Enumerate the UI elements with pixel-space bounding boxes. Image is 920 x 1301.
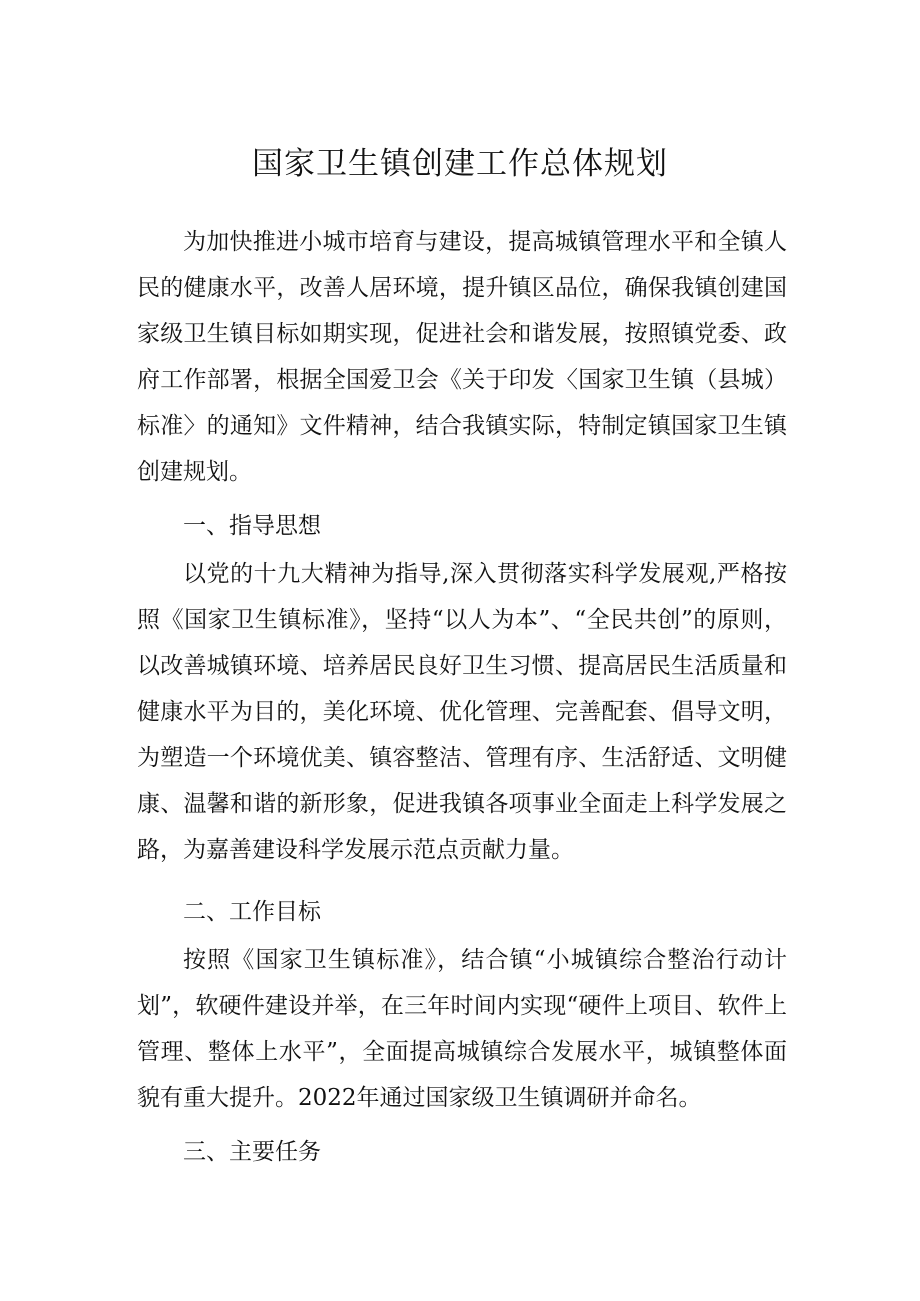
document-title: 国家卫生镇创建工作总体规划	[252, 146, 668, 182]
section-body-work-goals: 按照《国家卫生镇标准》，结合镇“小城镇综合整治行动计划”，软硬件建设并举，在三年时间内实现“硬件上项目、软件上管理、整体上水平”，全面提高城镇综合发展水平，城镇整体面貌有重大提升。2022年通过国家级卫生镇调研并命名。	[137, 947, 787, 1111]
section-body-guiding-ideology: 以党的十九大精神为指导,深入贯彻落实科学发展观,严格按照《国家卫生镇标准》，坚持“以人为本”、“全民共创”的原则，以改善城镇环境、培养居民良好卫生习惯、提高居民生活质量和健康水平为目的，美化环境、优化管理、完善配套、倡导文明，为塑造一个环境优美、镇容整洁、管理有序、生活舒适、文明健康、温馨和谐的新形象，促进我镇各项事业全面走上科学发展之路，为嘉善建设科学发展示范点贡献力量。	[137, 561, 787, 863]
section-heading-guiding-ideology: 一、指导思想	[183, 513, 321, 539]
section-heading-work-goals: 二、工作目标	[183, 899, 321, 925]
intro-paragraph: 为加快推进小城市培育与建设，提高城镇管理水平和全镇人民的健康水平，改善人居环境，提升镇区品位，确保我镇创建国家级卫生镇目标如期实现，促进社会和谐发展，按照镇党委、政府工作部署，根据全国爱卫会《关于印发〈国家卫生镇（县城）标准〉的通知》文件精神，结合我镇实际，特制定镇国家卫生镇创建规划。	[137, 229, 787, 485]
section-heading-main-tasks: 三、主要任务	[183, 1139, 321, 1165]
